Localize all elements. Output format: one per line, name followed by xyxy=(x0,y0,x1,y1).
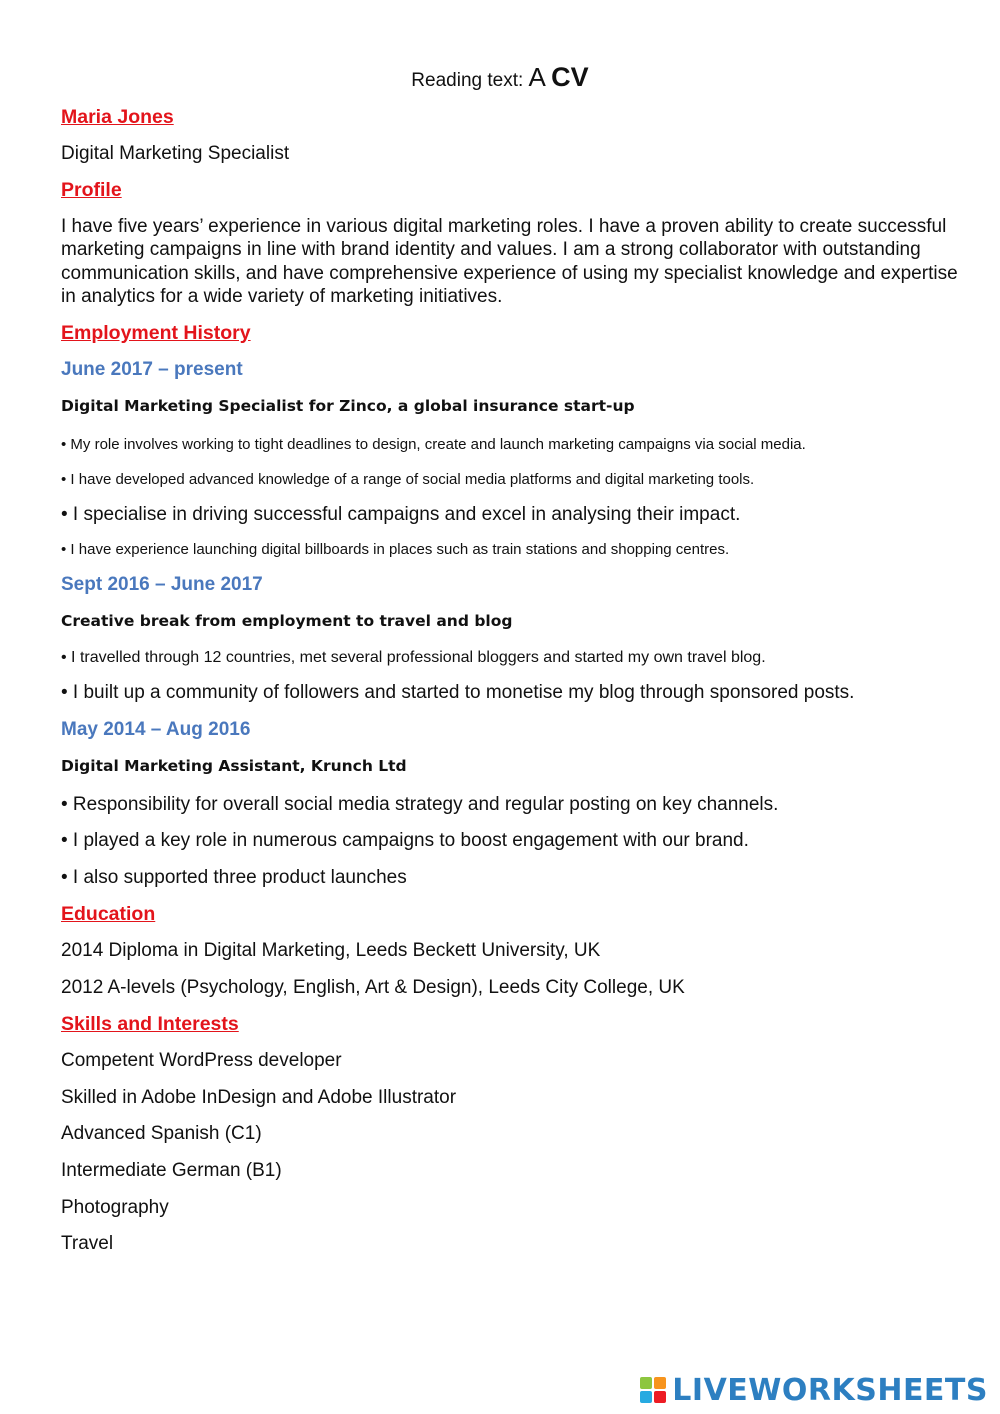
job-title: Digital Marketing Specialist xyxy=(61,143,290,164)
job-1-bullet-3: • I specialise in driving successful campaigns and excel in analysing their impact. xyxy=(61,504,741,525)
job-3-role: Digital Marketing Assistant, Krunch Ltd xyxy=(61,757,407,775)
skills-heading: Skills and Interests xyxy=(61,1013,239,1035)
skills-item-1: Competent WordPress developer xyxy=(61,1050,342,1071)
skills-item-3: Advanced Spanish (C1) xyxy=(61,1123,262,1144)
liveworksheets-logo-text: LIVEWORKSHEETS xyxy=(672,1372,988,1408)
employment-heading: Employment History xyxy=(61,322,251,344)
job-2-role: Creative break from employment to travel and blog xyxy=(61,612,513,630)
education-item-1: 2014 Diploma in Digital Marketing, Leeds Beckett University, UK xyxy=(61,940,601,961)
job-3-dates: May 2014 – Aug 2016 xyxy=(61,719,251,740)
profile-text: I have five years’ experience in various digital marketing roles. I have a proven ability to create successful marketing campaigns in line with brand identity and values. I am a strong collaborator with outstanding communication skills, and have comprehensive experience of using my specialist knowledge and expertise in analytics for a wide variety of marketing initiatives. xyxy=(61,216,958,307)
job-3-bullet-1: • Responsibility for overall social media strategy and regular posting on key channels. xyxy=(61,794,779,815)
skills-item-4: Intermediate German (B1) xyxy=(61,1160,282,1181)
job-1-bullet-1: • My role involves working to tight deadlines to design, create and launch marketing campaigns via social media. xyxy=(61,436,806,453)
job-1-role: Digital Marketing Specialist for Zinco, a global insurance start-up xyxy=(61,397,635,415)
liveworksheets-logo xyxy=(640,1373,988,1407)
document-title xyxy=(0,62,1000,93)
skills-item-5: Photography xyxy=(61,1197,169,1218)
job-1-bullet-2: • I have developed advanced knowledge of a range of social media platforms and digital marketing tools. xyxy=(61,471,755,488)
job-3-bullet-3: • I also supported three product launches xyxy=(61,867,407,888)
skills-item-2: Skilled in Adobe InDesign and Adobe Illustrator xyxy=(61,1087,457,1108)
title-a: A xyxy=(528,62,546,92)
liveworksheets-logo-icon xyxy=(640,1377,666,1403)
title-cv: CV xyxy=(551,62,589,92)
job-3-bullet-2: • I played a key role in numerous campaigns to boost engagement with our brand. xyxy=(61,830,749,851)
person-name: Maria Jones xyxy=(61,106,174,128)
education-item-2: 2012 A-levels (Psychology, English, Art & Design), Leeds City College, UK xyxy=(61,977,685,998)
job-2-bullet-2: • I built up a community of followers and started to monetise my blog through sponsored posts. xyxy=(61,682,855,703)
job-1-dates: June 2017 – present xyxy=(61,359,243,380)
education-heading: Education xyxy=(61,903,156,925)
job-2-bullet-1: • I travelled through 12 countries, met several professional bloggers and started my own travel blog. xyxy=(61,649,766,666)
skills-item-6: Travel xyxy=(61,1233,114,1254)
profile-heading: Profile xyxy=(61,179,122,201)
job-2-dates: Sept 2016 – June 2017 xyxy=(61,574,263,595)
title-prefix: Reading text: xyxy=(411,70,529,91)
job-1-bullet-4: • I have experience launching digital billboards in places such as train stations and shopping centres. xyxy=(61,541,730,558)
